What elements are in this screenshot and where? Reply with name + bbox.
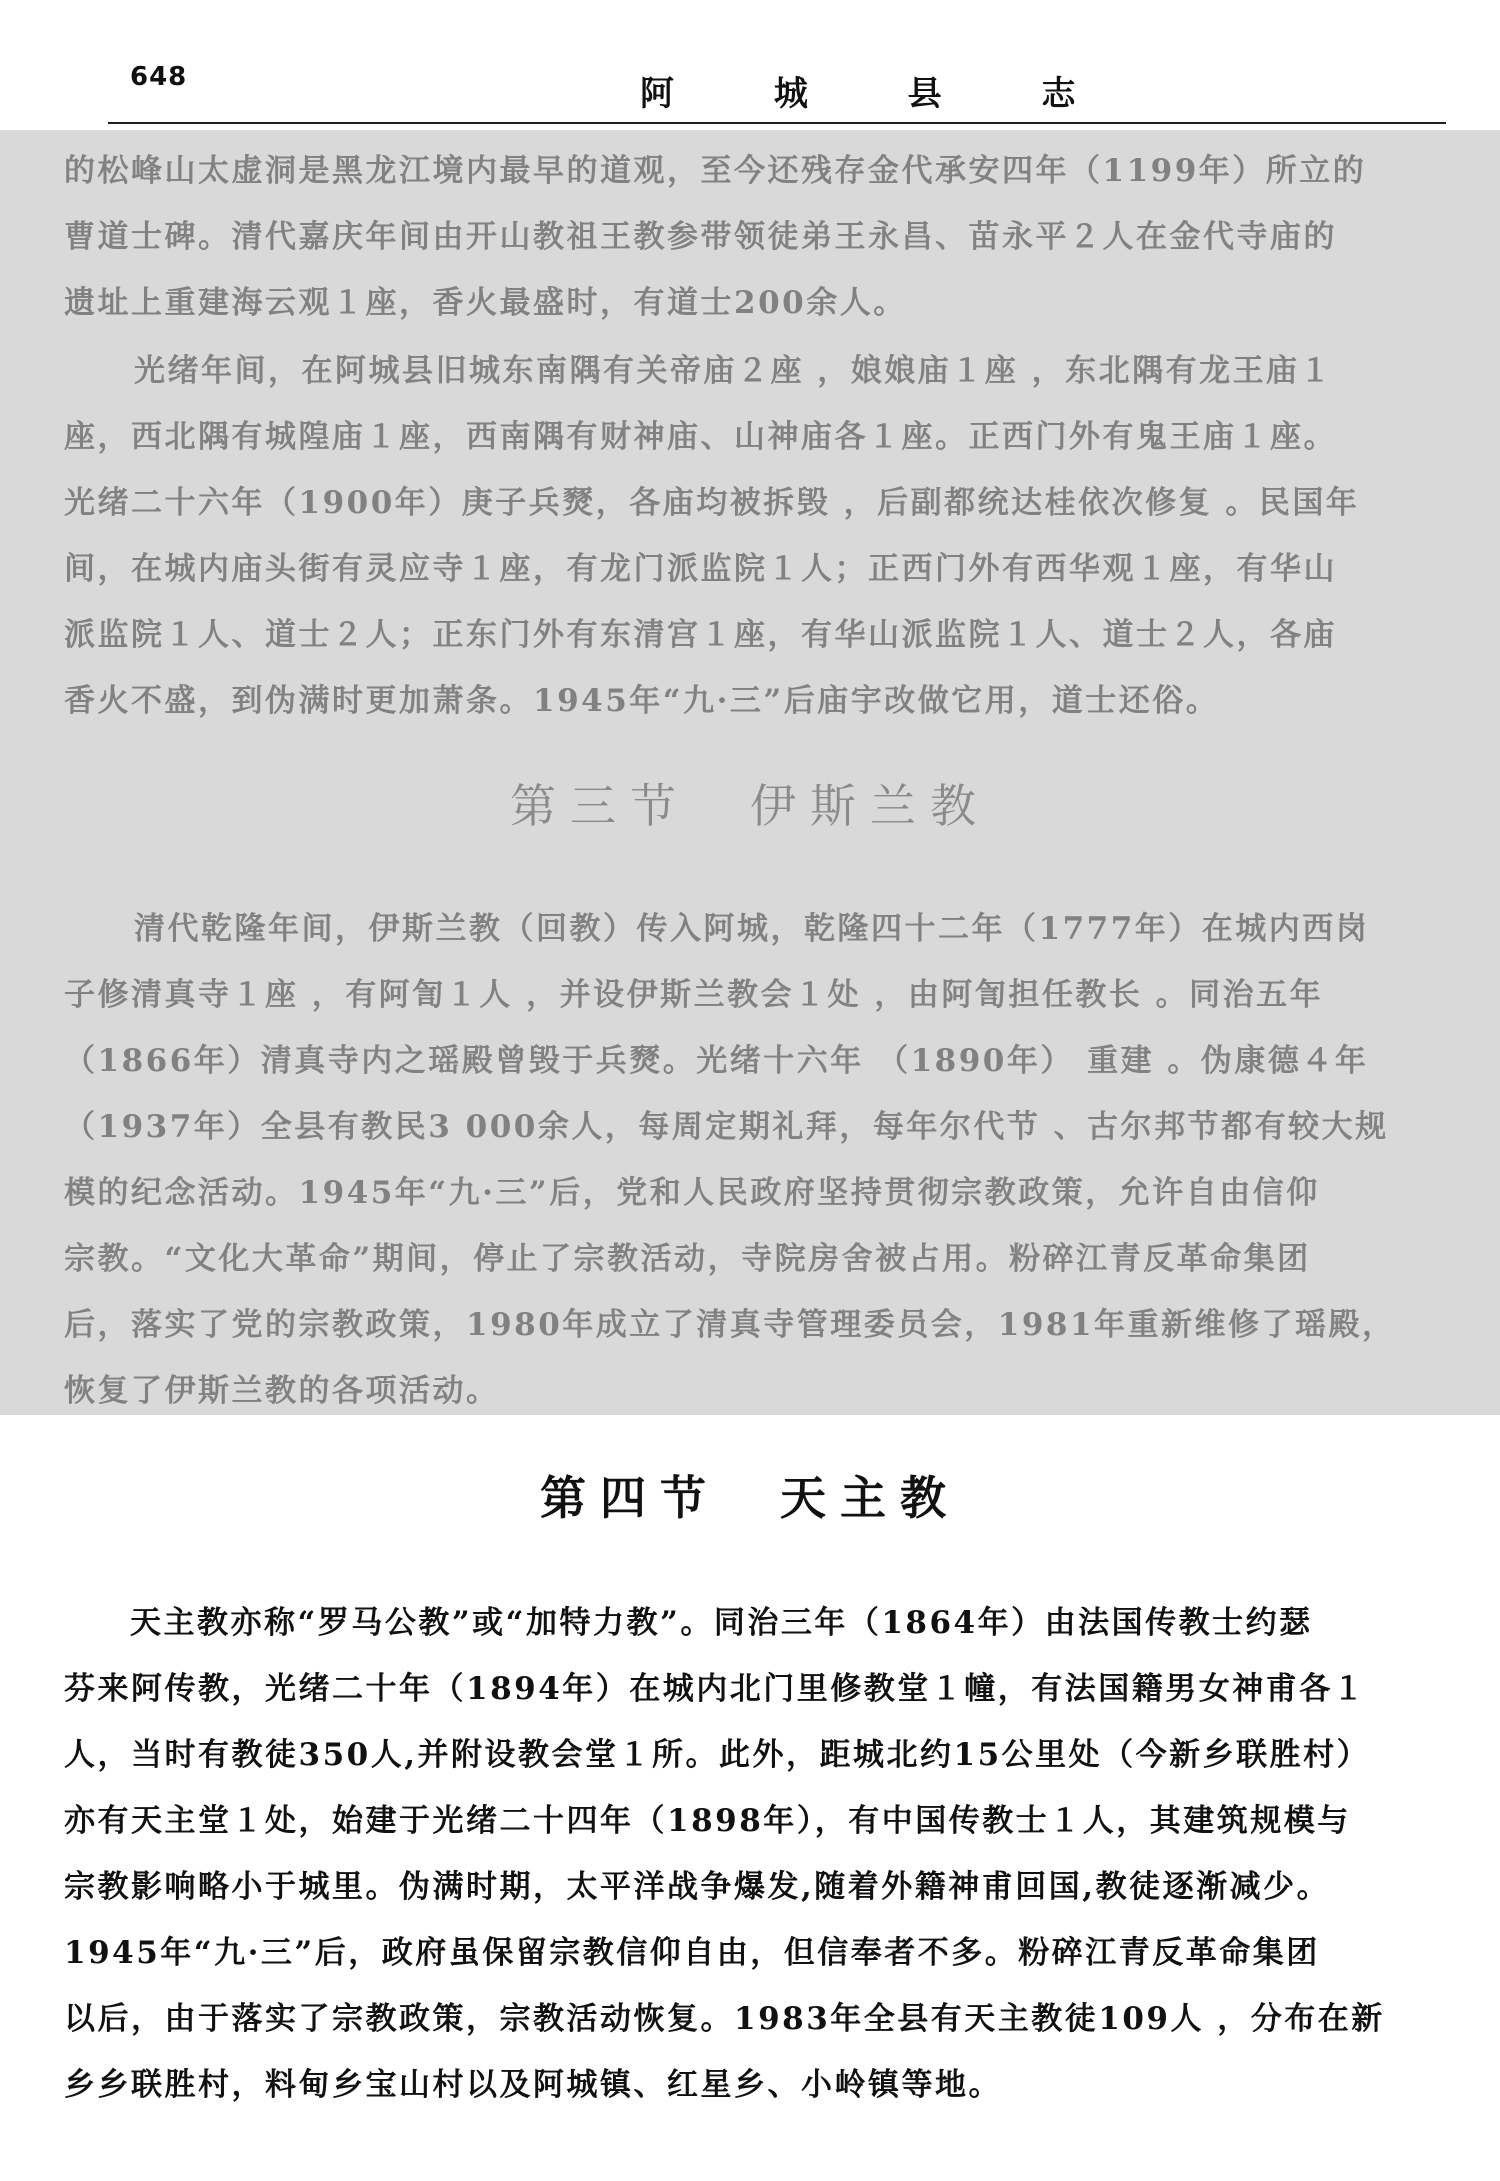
text-line: 1945年“九·三”后，政府虽保留宗教信仰自由，但信奉者不多。粉碎江青反革命集团: [64, 1935, 1320, 1971]
text-line: 乡乡联胜村，料甸乡宝山村以及阿城镇、红星乡、小岭镇等地。: [64, 2067, 1002, 2103]
catholic-paragraph: [64, 1590, 1436, 2118]
taoism-paragraph-1: [64, 138, 1432, 336]
text-line: 恢复了伊斯兰教的各项活动。: [64, 1373, 500, 1409]
book-title: 阿 城 县 志: [640, 74, 1120, 114]
text-line: 宗教。“文化大革命”期间，停止了宗教活动，寺院房舍被占用。粉碎江青反革命集团: [64, 1241, 1311, 1277]
text-line: （1937年）全县有教民3 000余人，每周定期礼拜，每年尔代节 、古尔邦节都有较大规: [64, 1109, 1389, 1145]
text-line: 曹道士碑。清代嘉庆年间由开山教祖王教参带领徒弟王永昌、苗永平２人在金代寺庙的: [64, 219, 1337, 255]
islam-paragraph: [64, 896, 1432, 1424]
header-divider: [108, 122, 1446, 124]
text-line: （1866年）清真寺内之瑶殿曾毁于兵燹。光绪十六年 （1890年） 重建 。伪康德４年: [64, 1043, 1369, 1079]
text-line: 遗址上重建海云观１座，香火最盛时，有道士200余人。: [64, 285, 907, 321]
text-line: 子修清真寺１座 ，有阿訇１人 ，并设伊斯兰教会１处 ，由阿訇担任教长 。同治五年: [64, 977, 1324, 1013]
section-heading-islam: 第三节 伊斯兰教: [510, 779, 990, 833]
text-line: 香火不盛，到伪满时更加萧条。1945年“九·三”后庙宇改做它用，道士还俗。: [64, 683, 1220, 719]
text-line: 天主教亦称“罗马公教”或“加特力教”。同治三年（1864年）由法国传教士约瑟: [130, 1605, 1313, 1641]
page-header: [0, 0, 1500, 132]
text-line: 光绪年间，在阿城县旧城东南隅有关帝庙２座 ，娘娘庙１座 ，东北隅有龙王庙１: [134, 353, 1334, 389]
text-line: 芬来阿传教，光绪二十年（1894年）在城内北门里修教堂１幢，有法国籍男女神甫各１: [64, 1671, 1367, 1707]
text-line: 光绪二十六年（1900年）庚子兵燹，各庙均被拆毁 ，后副都统达桂依次修复 。民国年: [64, 485, 1360, 521]
text-line: 派监院１人、道士２人；正东门外有东清宫１座，有华山派监院１人、道士２人，各庙: [64, 617, 1337, 653]
highlighted-region: [0, 130, 1500, 1415]
text-line: 亦有天主堂１处，始建于光绪二十四年（1898年），有中国传教士１人，其建筑规模与: [64, 1803, 1351, 1839]
text-line: 宗教影响略小于城里。伪满时期，太平洋战争爆发,随着外籍神甫回国,教徒逐渐减少。: [64, 1869, 1331, 1905]
text-line: 的松峰山太虚洞是黑龙江境内最早的道观，至今还残存金代承安四年（1199年）所立的: [64, 153, 1367, 189]
text-line: 清代乾隆年间，伊斯兰教（回教）传入阿城，乾隆四十二年（1777年）在城内西岗: [134, 911, 1370, 947]
text-line: 人，当时有教徒350人,并附设教会堂１所。此外，距城北约15公里处（今新乡联胜村）: [64, 1737, 1371, 1773]
text-line: 后，落实了党的宗教政策，1980年成立了清真寺管理委员会，1981年重新维修了瑶殿，: [64, 1307, 1396, 1343]
section-heading-catholic: 第四节 天主教: [540, 1471, 960, 1525]
text-line: 以后，由于落实了宗教政策，宗教活动恢复。1983年全县有天主教徒109人 ，分布在新: [64, 2001, 1385, 2037]
text-line: 座，西北隅有城隍庙１座，西南隅有财神庙、山神庙各１座。正西门外有鬼王庙１座。: [64, 419, 1337, 455]
text-line: 间，在城内庙头街有灵应寺１座，有龙门派监院１人；正西门外有西华观１座，有华山: [64, 551, 1337, 587]
text-line: 模的纪念活动。1945年“九·三”后，党和人民政府坚持贯彻宗教政策，允许自由信仰: [64, 1175, 1320, 1211]
taoism-paragraph-2: [64, 338, 1432, 734]
page-number: 648: [130, 62, 188, 92]
